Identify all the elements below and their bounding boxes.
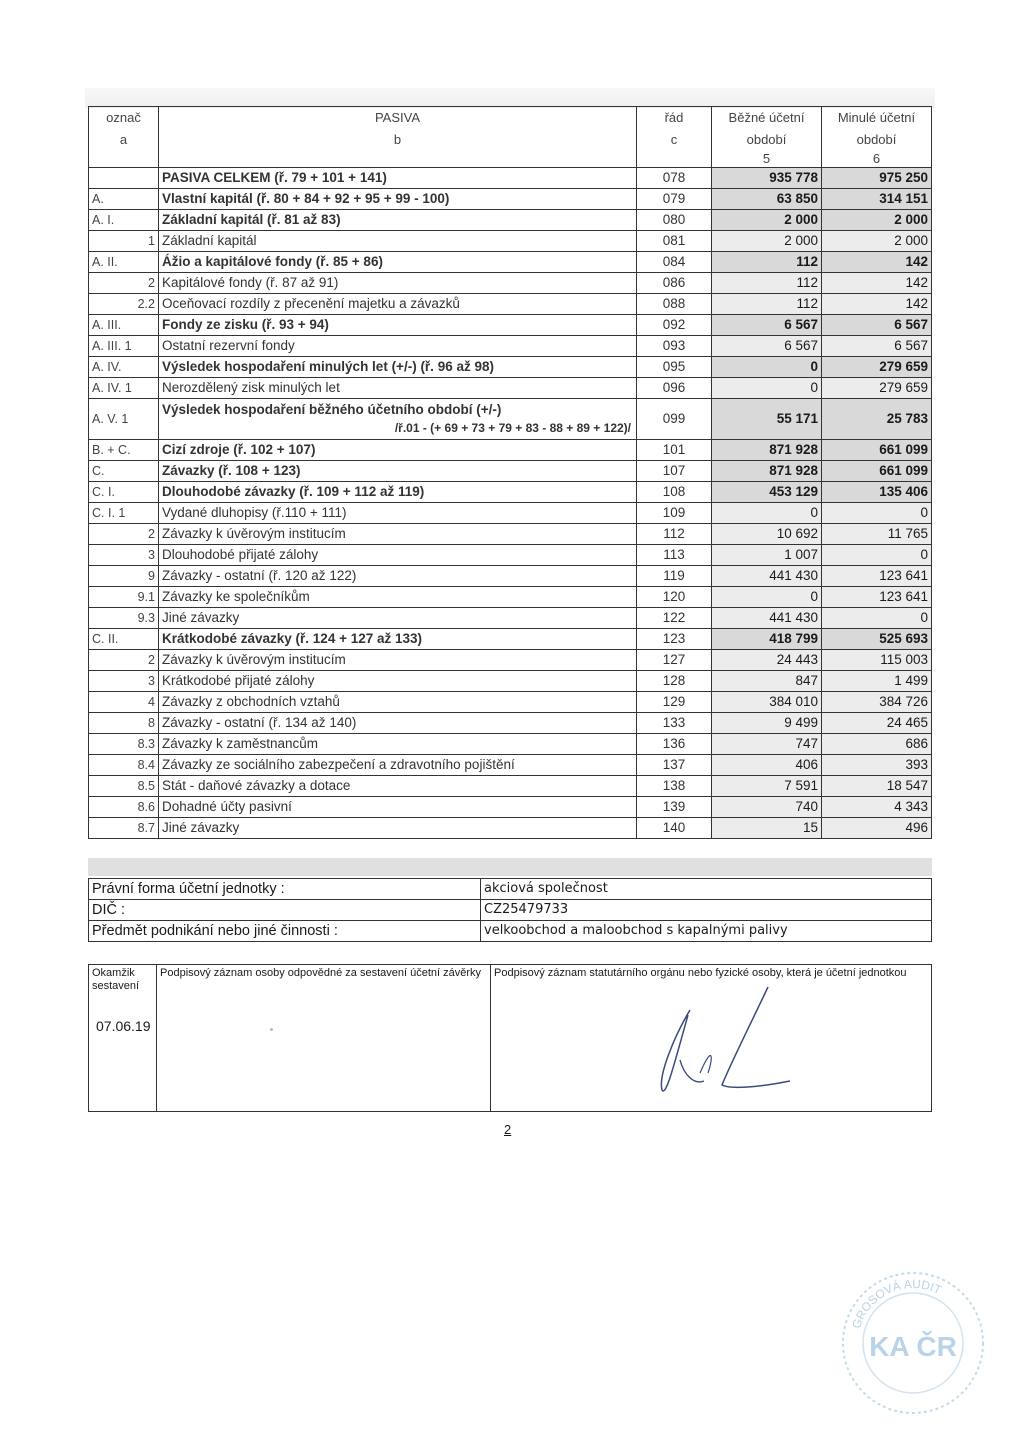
legal-form-label: Právní forma účetní jednotky : [89, 879, 481, 900]
row-previous-period: 4 343 [822, 797, 932, 818]
row-name: Závazky k úvěrovým institucím [159, 650, 637, 671]
scan-shadow [85, 88, 935, 108]
table-row [89, 818, 932, 839]
row-name: Závazky k úvěrovým institucím [159, 524, 637, 545]
row-previous-period: 2 000 [822, 231, 932, 252]
header-row-2 [89, 129, 932, 151]
table-row [89, 545, 932, 566]
table-row [89, 461, 932, 482]
row-oznac: 2 [89, 650, 159, 671]
header-rad: řád [637, 107, 712, 130]
row-current-period: 2 000 [712, 231, 822, 252]
table-row [89, 608, 932, 629]
row-oznac: A. III. [89, 315, 159, 336]
row-previous-period: 496 [822, 818, 932, 839]
row-previous-period: 393 [822, 755, 932, 776]
row-rad: 095 [637, 357, 712, 378]
row-current-period: 418 799 [712, 629, 822, 650]
row-name: Jiné závazky [159, 818, 637, 839]
row-current-period: 63 850 [712, 189, 822, 210]
table-row [89, 713, 932, 734]
row-previous-period: 2 000 [822, 210, 932, 231]
legal-form-value: akciová společnost [481, 879, 932, 900]
header-oznac-sub: a [89, 129, 159, 151]
pasiva-table [88, 106, 932, 839]
row-name: Krátkodobé závazky (ř. 124 + 127 až 133) [159, 629, 637, 650]
table-row [89, 252, 932, 273]
row-rad: 107 [637, 461, 712, 482]
row-oznac: 9.1 [89, 587, 159, 608]
row-previous-period: 135 406 [822, 482, 932, 503]
row-oznac: C. [89, 461, 159, 482]
row-oznac: 8.7 [89, 818, 159, 839]
row-name: Dlouhodobé závazky (ř. 109 + 112 až 119) [159, 482, 637, 503]
row-rad: 078 [637, 168, 712, 189]
table-row [89, 776, 932, 797]
row-oznac: 3 [89, 671, 159, 692]
company-info-table [88, 878, 932, 942]
header-minule-num: 6 [822, 151, 932, 168]
table-row [89, 797, 932, 818]
row-name: Dohadné účty pasivní [159, 797, 637, 818]
business-row [89, 921, 932, 942]
row-rad: 113 [637, 545, 712, 566]
row-current-period: 7 591 [712, 776, 822, 797]
row-oznac: A. III. 1 [89, 336, 159, 357]
row-current-period: 24 443 [712, 650, 822, 671]
row-previous-period: 142 [822, 294, 932, 315]
row-current-period: 0 [712, 378, 822, 399]
header-bezne-num: 5 [712, 151, 822, 168]
row-rad: 120 [637, 587, 712, 608]
row-name: Výsledek hospodaření minulých let (+/-) (ř. 96 až 98) [159, 357, 637, 378]
row-rad: 112 [637, 524, 712, 545]
row-oznac: A. I. [89, 210, 159, 231]
svg-text:KA ČR: KA ČR [869, 1331, 957, 1362]
row-name: Fondy ze zisku (ř. 93 + 94) [159, 315, 637, 336]
row-name: Závazky k zaměstnancům [159, 734, 637, 755]
header-oznac: označ [89, 107, 159, 130]
row-rad: 086 [637, 273, 712, 294]
row-current-period: 112 [712, 252, 822, 273]
row-rad: 108 [637, 482, 712, 503]
row-previous-period: 314 151 [822, 189, 932, 210]
moment-label: Okamžik sestavení [89, 965, 157, 1112]
row-rad: 139 [637, 797, 712, 818]
row-name: Krátkodobé přijaté zálohy [159, 671, 637, 692]
table-row [89, 231, 932, 252]
row-oznac: 3 [89, 545, 159, 566]
row-oznac: A. IV. 1 [89, 378, 159, 399]
row-current-period: 384 010 [712, 692, 822, 713]
row-oznac: 2.2 [89, 294, 159, 315]
row-current-period: 453 129 [712, 482, 822, 503]
row-oznac: 8.6 [89, 797, 159, 818]
dic-value: CZ25479733 [481, 900, 932, 921]
header-empty-b [159, 151, 637, 168]
row-oznac: B. + C. [89, 440, 159, 461]
header-minule-obdobi: období [822, 129, 932, 151]
row-previous-period: 24 465 [822, 713, 932, 734]
row-oznac: 8.4 [89, 755, 159, 776]
table-row [89, 315, 932, 336]
row-name: Jiné závazky [159, 608, 637, 629]
row-previous-period: 123 641 [822, 566, 932, 587]
row-rad: 084 [637, 252, 712, 273]
row-rad: 088 [637, 294, 712, 315]
row-name: Závazky ke společníkům [159, 587, 637, 608]
row-current-period: 1 007 [712, 545, 822, 566]
row-oznac: C. I. [89, 482, 159, 503]
row-previous-period: 686 [822, 734, 932, 755]
row-previous-period: 11 765 [822, 524, 932, 545]
row-current-period: 55 171 [712, 399, 822, 440]
header-row-3 [89, 151, 932, 168]
row-current-period: 0 [712, 357, 822, 378]
row-name: Závazky (ř. 108 + 123) [159, 461, 637, 482]
row-rad: 101 [637, 440, 712, 461]
table-row [89, 734, 932, 755]
row-name: PASIVA CELKEM (ř. 79 + 101 + 141) [159, 168, 637, 189]
row-name: Závazky z obchodních vztahů [159, 692, 637, 713]
compile-date: 07.06.19 [96, 1018, 151, 1034]
speck [270, 1028, 273, 1031]
row-previous-period: 123 641 [822, 587, 932, 608]
table-row [89, 399, 932, 440]
preparer-label: Podpisový záznam osoby odpovědné za sestavení účetní závěrky [157, 965, 491, 1112]
row-current-period: 0 [712, 503, 822, 524]
row-current-period: 112 [712, 294, 822, 315]
row-oznac: C. I. 1 [89, 503, 159, 524]
table-row [89, 671, 932, 692]
row-oznac: A. IV. [89, 357, 159, 378]
row-rad: 109 [637, 503, 712, 524]
row-previous-period: 142 [822, 252, 932, 273]
row-current-period: 935 778 [712, 168, 822, 189]
table-row [89, 440, 932, 461]
table-row [89, 566, 932, 587]
row-rad: 129 [637, 692, 712, 713]
row-current-period: 747 [712, 734, 822, 755]
row-rad: 122 [637, 608, 712, 629]
row-oznac: 2 [89, 273, 159, 294]
row-previous-period: 115 003 [822, 650, 932, 671]
row-name: Nerozdělený zisk minulých let [159, 378, 637, 399]
row-rad: 092 [637, 315, 712, 336]
row-rad: 080 [637, 210, 712, 231]
row-current-period: 871 928 [712, 461, 822, 482]
row-previous-period: 25 783 [822, 399, 932, 440]
table-row [89, 755, 932, 776]
row-formula: /ř.01 - (+ 69 + 73 + 79 + 83 - 88 + 89 + 122)/ [394, 421, 631, 435]
row-current-period: 6 567 [712, 315, 822, 336]
header-pasiva-sub: b [159, 129, 637, 151]
business-label: Předmět podnikání nebo jiné činnosti : [89, 921, 481, 942]
row-oznac: 1 [89, 231, 159, 252]
row-oznac: A. V. 1 [89, 399, 159, 440]
row-current-period: 441 430 [712, 566, 822, 587]
row-rad: 123 [637, 629, 712, 650]
header-empty-a [89, 151, 159, 168]
row-oznac: A. [89, 189, 159, 210]
row-name: Závazky ze sociálního zabezpečení a zdravotního pojištění [159, 755, 637, 776]
row-name: Vydané dluhopisy (ř.110 + 111) [159, 503, 637, 524]
header-rad-sub: c [637, 129, 712, 151]
auditor-stamp [838, 1268, 988, 1418]
separator-strip [88, 858, 932, 876]
row-previous-period: 6 567 [822, 315, 932, 336]
table-row [89, 503, 932, 524]
row-oznac: 8.3 [89, 734, 159, 755]
legal-form-row [89, 879, 932, 900]
table-row [89, 587, 932, 608]
dic-label: DIČ : [89, 900, 481, 921]
table-row [89, 168, 932, 189]
statutory-label: Podpisový záznam statutárního orgánu nebo fyzické osoby, která je účetní jednotkou [491, 965, 932, 1112]
row-oznac: A. II. [89, 252, 159, 273]
row-rad: 138 [637, 776, 712, 797]
row-oznac: 4 [89, 692, 159, 713]
header-bezne: Běžné účetní [712, 107, 822, 130]
table-row [89, 629, 932, 650]
handwritten-signature [650, 985, 790, 1105]
row-rad: 128 [637, 671, 712, 692]
row-name: Základní kapitál (ř. 81 až 83) [159, 210, 637, 231]
row-name: Závazky - ostatní (ř. 134 až 140) [159, 713, 637, 734]
row-oznac: 8.5 [89, 776, 159, 797]
table-row [89, 273, 932, 294]
row-current-period: 112 [712, 273, 822, 294]
table-row [89, 210, 932, 231]
row-previous-period: 279 659 [822, 357, 932, 378]
table-row [89, 189, 932, 210]
row-previous-period: 0 [822, 545, 932, 566]
header-pasiva: PASIVA [159, 107, 637, 130]
row-current-period: 406 [712, 755, 822, 776]
row-rad: 127 [637, 650, 712, 671]
row-previous-period: 6 567 [822, 336, 932, 357]
row-name: Ostatní rezervní fondy [159, 336, 637, 357]
row-rad: 137 [637, 755, 712, 776]
row-name: Kapitálové fondy (ř. 87 až 91) [159, 273, 637, 294]
row-previous-period: 279 659 [822, 378, 932, 399]
row-oznac: 8 [89, 713, 159, 734]
row-current-period: 10 692 [712, 524, 822, 545]
row-name: Oceňovací rozdíly z přecenění majetku a závazků [159, 294, 637, 315]
svg-text:GROSOVÁ AUDIT: GROSOVÁ AUDIT [849, 1276, 944, 1331]
row-rad: 099 [637, 399, 712, 440]
row-rad: 133 [637, 713, 712, 734]
row-previous-period: 384 726 [822, 692, 932, 713]
row-previous-period: 0 [822, 503, 932, 524]
row-rad: 079 [637, 189, 712, 210]
row-name: Cizí zdroje (ř. 102 + 107) [159, 440, 637, 461]
row-oznac [89, 168, 159, 189]
row-name: Závazky - ostatní (ř. 120 až 122) [159, 566, 637, 587]
header-bezne-obdobi: období [712, 129, 822, 151]
business-value: velkoobchod a maloobchod s kapalnými palivy [481, 921, 932, 942]
table-row [89, 378, 932, 399]
row-rad: 140 [637, 818, 712, 839]
row-current-period: 871 928 [712, 440, 822, 461]
row-rad: 096 [637, 378, 712, 399]
header-minule: Minulé účetní [822, 107, 932, 130]
row-oznac: 9.3 [89, 608, 159, 629]
row-current-period: 740 [712, 797, 822, 818]
signature-table [88, 964, 932, 1112]
row-current-period: 6 567 [712, 336, 822, 357]
row-previous-period: 18 547 [822, 776, 932, 797]
table-row [89, 692, 932, 713]
row-current-period: 9 499 [712, 713, 822, 734]
row-previous-period: 1 499 [822, 671, 932, 692]
row-name: Dlouhodobé přijaté zálohy [159, 545, 637, 566]
row-rad: 093 [637, 336, 712, 357]
table-row [89, 524, 932, 545]
row-current-period: 2 000 [712, 210, 822, 231]
row-name: Základní kapitál [159, 231, 637, 252]
table-row [89, 357, 932, 378]
row-name [159, 399, 637, 440]
table-row [89, 482, 932, 503]
table-row [89, 336, 932, 357]
table-row [89, 650, 932, 671]
row-previous-period: 0 [822, 608, 932, 629]
row-current-period: 0 [712, 587, 822, 608]
row-previous-period: 142 [822, 273, 932, 294]
row-rad: 081 [637, 231, 712, 252]
row-rad: 119 [637, 566, 712, 587]
row-previous-period: 661 099 [822, 461, 932, 482]
row-current-period: 441 430 [712, 608, 822, 629]
row-previous-period: 525 693 [822, 629, 932, 650]
row-previous-period: 975 250 [822, 168, 932, 189]
row-rad: 136 [637, 734, 712, 755]
dic-row [89, 900, 932, 921]
header-row [89, 107, 932, 130]
row-previous-period: 661 099 [822, 440, 932, 461]
row-name-text: Výsledek hospodaření běžného účetního období (+/-) [162, 402, 502, 417]
row-oznac: 2 [89, 524, 159, 545]
row-oznac: C. II. [89, 629, 159, 650]
row-name: Ážio a kapitálové fondy (ř. 85 + 86) [159, 252, 637, 273]
row-name: Stát - daňové závazky a dotace [159, 776, 637, 797]
row-name: Vlastní kapitál (ř. 80 + 84 + 92 + 95 + 99 - 100) [159, 189, 637, 210]
table-row [89, 294, 932, 315]
header-empty-c [637, 151, 712, 168]
row-current-period: 847 [712, 671, 822, 692]
row-oznac: 9 [89, 566, 159, 587]
row-current-period: 15 [712, 818, 822, 839]
page-number: 2 [504, 1122, 512, 1137]
